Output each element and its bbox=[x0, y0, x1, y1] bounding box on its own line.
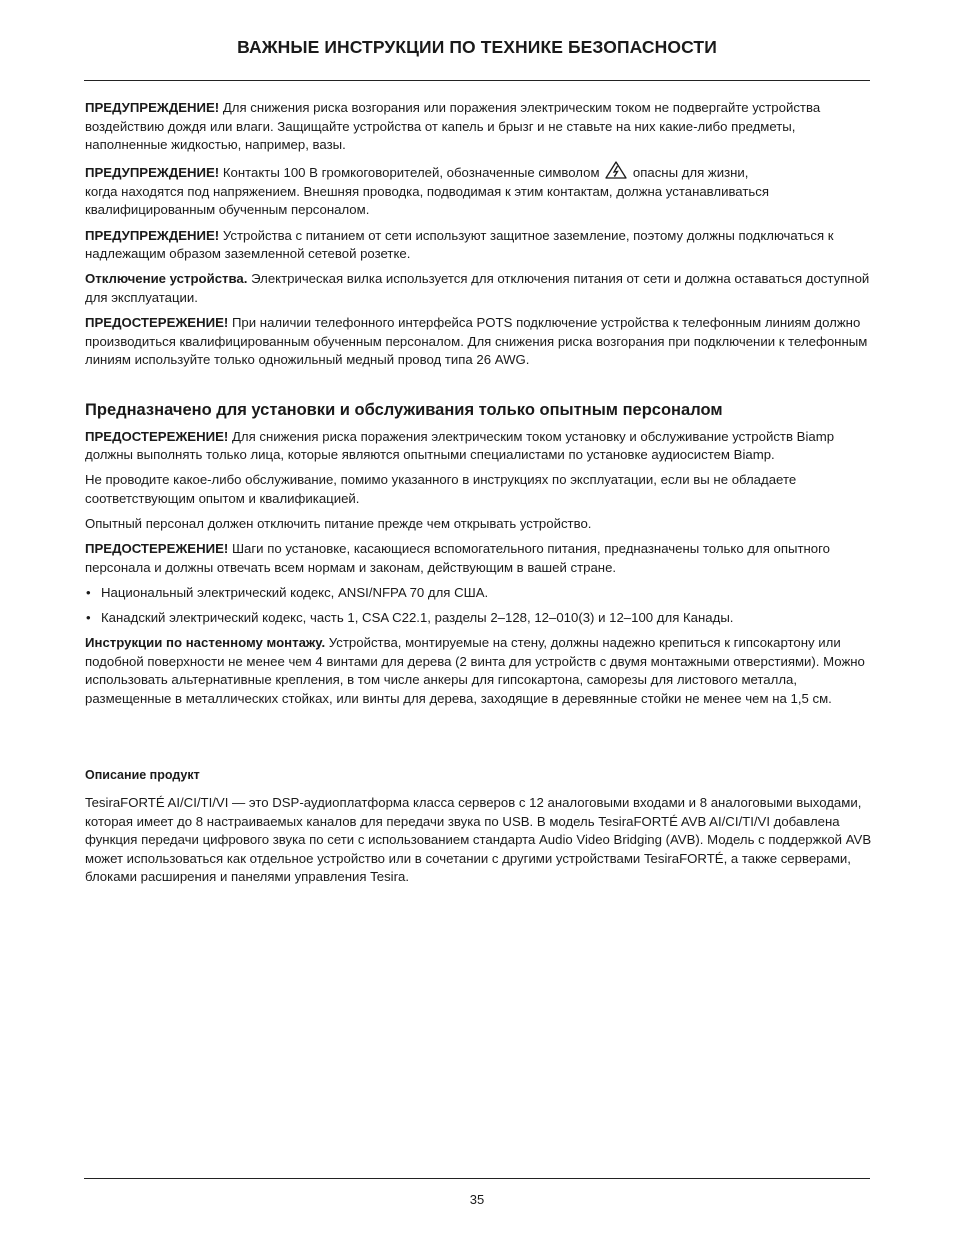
high-voltage-warning-icon bbox=[605, 161, 627, 179]
note-label: Отключение устройства. bbox=[85, 271, 248, 287]
warning-speaker-contacts bbox=[85, 161, 873, 220]
power-off-note: Опытный персонал должен отключить питание прежде чем открывать устройство. bbox=[85, 516, 592, 532]
product-description-text: TesiraFORTÉ AI/CI/TI/VI — это DSP-аудиоплатформа класса серверов с 12 аналоговыми входами и 8 аналоговыми выходами, которая имеет до 8 настраиваемых каналов для передачи звука по USB. В модель TesiraFORTÉ AVB AI/CI/TI/VI добавлена функция передачи цифрового звука по сети с использованием стандарта Audio Video Bridging (AVB). Модель с поддержкой AVB может использоваться как отдельное устройство или в сочетании с другими устройствами TesiraFORTÉ, а также серверами, блоками расширения и панелями управления Tesira. bbox=[85, 795, 872, 885]
list-item bbox=[85, 609, 873, 628]
caution-auxiliary-power bbox=[85, 540, 873, 577]
product-description-title: Описание продукт bbox=[85, 768, 200, 783]
section-title-qualified-personnel: Предназначено для установки и обслуживания только опытным персоналом bbox=[85, 400, 723, 419]
caution-text: Шаги по установке, касающиеся вспомогательного питания, предназначены только для опытного персонала и должны отвечать всем нормам и законам, действующим в вашей стране. bbox=[85, 541, 830, 575]
page-number: 35 bbox=[469, 1192, 485, 1207]
caution-label: ПРЕДОСТЕРЕЖЕНИЕ! bbox=[85, 541, 229, 557]
caution-telephone-lines bbox=[85, 314, 873, 370]
service-note: Не проводите какое-либо обслуживание, помимо указанного в инструкциях по эксплуатации, если вы не обладаете соответствующим опытом и квалификацией. bbox=[85, 472, 797, 506]
wall-mount-instructions bbox=[85, 634, 873, 708]
caution-label: ПРЕДОСТЕРЕЖЕНИЕ! bbox=[85, 428, 229, 444]
warning-label: ПРЕДУПРЕЖДЕНИЕ! bbox=[85, 227, 220, 243]
header-divider bbox=[84, 80, 870, 81]
note-text: Электрическая вилка используется для отключения питания от сети и должна оставаться доступной для эксплуатации. bbox=[85, 271, 870, 305]
list-item bbox=[85, 584, 873, 603]
list-item-text: Канадский электрический кодекс, часть 1, CSA C22.1, разделы 2–128, 12–010(3) и 12–100 для Канады. bbox=[101, 609, 734, 625]
warning-text: опасны для жизни, bbox=[629, 165, 749, 181]
caution-installation bbox=[85, 428, 873, 465]
caution-text: При наличии телефонного интерфейса POTS подключение устройства к телефонным линиям должно производиться квалифицированным обученным персоналом. Для снижения риска возгорания при подключении к телефонным линиям используйте только одножильный медный провод типа 26 AWG. bbox=[85, 314, 868, 368]
footer-divider bbox=[84, 1178, 870, 1179]
caution-label: ПРЕДОСТЕРЕЖЕНИЕ! bbox=[85, 314, 229, 330]
caution-text: Для снижения риска поражения электрическим током установку и обслуживание устройств Biamp должны выполнять только лица, которые являются опытными специалистами по установке аудиосистем Biamp. bbox=[85, 428, 835, 463]
warning-text: когда находятся под напряжением. Внешняя проводка, подводимая к этим контактам, должна устанавливаться квалифицированным обученным персоналом. bbox=[85, 183, 769, 218]
list-item-text: Национальный электрический кодекс, ANSI/NFPA 70 для США. bbox=[101, 584, 489, 600]
warning-text: Контакты 100 В громкоговорителей, обозначенные символом bbox=[219, 165, 604, 181]
warning-text: Устройства с питанием от сети используют защитное заземление, поэтому должны подключаться к надлежащим образом заземленной сетевой розетке. bbox=[85, 227, 834, 262]
page-title: ВАЖНЫЕ ИНСТРУКЦИИ ПО ТЕХНИКЕ БЕЗОПАСНОСТИ bbox=[237, 37, 717, 57]
instructions-label: Инструкции по настенному монтажу. bbox=[85, 635, 326, 651]
bullet-marker: • bbox=[86, 609, 91, 625]
warning-grounding bbox=[85, 227, 873, 264]
bullet-marker: • bbox=[86, 584, 91, 600]
instructions-text: Устройства, монтируемые на стену, должны надежно крепиться к гипсокартону или подобной поверхности не менее чем 4 винтами для дерева (2 винта для устройств с двумя монтажными отверстиями). Можно использовать альтернативные крепления, в том числе анкеры для гипсокартона, саморезы для листового металла, размещенные в металлических стойках, или винты для дерева, заходящие в деревянные стойки не менее чем на 1,5 см. bbox=[85, 635, 865, 706]
device-disconnect-note bbox=[85, 270, 873, 307]
electrical-codes-list bbox=[85, 584, 873, 628]
warning-label: ПРЕДУПРЕЖДЕНИЕ! bbox=[85, 165, 220, 181]
warning-text: Для снижения риска возгорания или поражения электрическим током не подвергайте устройства воздействию дождя или влаги. Защищайте устройства от капель и брызг и не ставьте на них какие-либо предметы, наполненные жидкостью, например, вазы. bbox=[85, 100, 821, 153]
warning-moisture bbox=[85, 99, 873, 155]
warning-label: ПРЕДУПРЕЖДЕНИЕ! bbox=[85, 100, 220, 115]
page-content bbox=[85, 99, 873, 894]
